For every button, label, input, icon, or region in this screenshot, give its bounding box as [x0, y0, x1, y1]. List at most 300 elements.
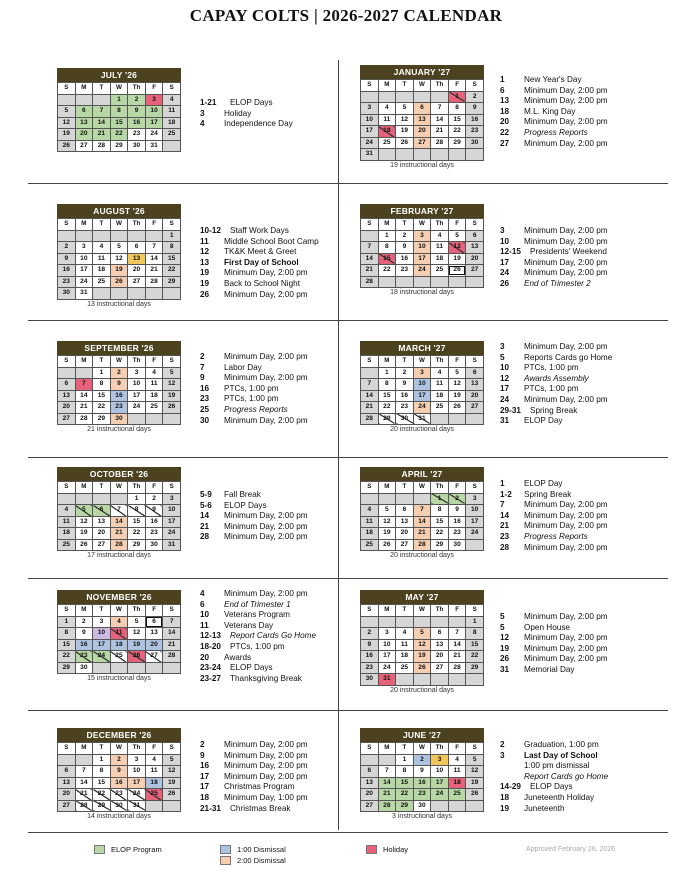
day-cell: 27	[396, 539, 414, 551]
row-divider	[28, 710, 668, 711]
event-text: Minimum Day, 2:00 pm	[524, 643, 608, 653]
day-cell: 27	[431, 662, 449, 674]
day-cell: 18	[431, 253, 449, 265]
day-cell: 12	[75, 516, 93, 528]
empty-cell	[396, 91, 414, 103]
day-cell: 28	[361, 276, 379, 288]
day-cell: 26	[110, 276, 128, 288]
day-cell: 19	[128, 639, 146, 651]
empty-cell	[361, 493, 379, 505]
empty-cell	[378, 493, 396, 505]
day-cell: 15	[93, 390, 111, 402]
event-text: M.L. King Day	[524, 106, 576, 116]
day-cell: 10	[128, 379, 146, 391]
event-item	[500, 772, 608, 783]
event-text: End of Trimester 2	[524, 278, 591, 288]
empty-cell	[396, 149, 414, 161]
event-list	[500, 226, 608, 290]
day-cell: 22	[431, 528, 449, 540]
weekday-label: W	[110, 83, 128, 95]
day-cell: 10	[145, 106, 163, 118]
day-cell: 3	[145, 94, 163, 106]
empty-cell	[145, 662, 163, 674]
day-cell: 19	[163, 390, 181, 402]
day-cell: 18	[431, 390, 449, 402]
month-grid	[360, 481, 484, 551]
instructional-days: 18 instructional days	[390, 289, 454, 296]
day-cell: 29	[128, 539, 146, 551]
day-cell: 27	[93, 539, 111, 551]
day-cell: 17	[466, 516, 484, 528]
day-cell: 25	[431, 265, 449, 277]
month-header: NOVEMBER '26	[57, 590, 181, 604]
day-cell: 31	[145, 140, 163, 152]
event-date: 31	[500, 664, 510, 674]
day-cell: 3	[128, 754, 146, 766]
day-cell: 20	[431, 651, 449, 663]
event-item	[500, 96, 608, 107]
day-cell: 14	[431, 114, 449, 126]
empty-cell	[93, 662, 111, 674]
month-calendar	[57, 204, 181, 308]
day-cell: 7	[110, 505, 128, 517]
event-date: 23	[200, 394, 210, 404]
day-cell: 13	[413, 114, 431, 126]
day-cell: 9	[448, 505, 466, 517]
day-cell: 21	[361, 265, 379, 277]
event-item	[200, 258, 319, 269]
event-item	[500, 521, 608, 532]
day-cell: 4	[396, 628, 414, 640]
day-cell: 8	[466, 628, 484, 640]
event-text: Fall Break	[224, 490, 261, 499]
event-text: Minimum Day, 2:00 pm	[524, 236, 608, 246]
weekday-label: W	[413, 743, 431, 755]
empty-cell	[466, 800, 484, 812]
weekday-label: M	[378, 356, 396, 368]
empty-cell	[361, 367, 379, 379]
weekday-label: F	[448, 219, 466, 231]
event-date: 19	[200, 278, 210, 288]
weekday-label: M	[75, 356, 93, 368]
event-text: PTCs, 1:00 pm	[230, 641, 285, 651]
day-cell: 15	[58, 639, 76, 651]
event-date: 17	[200, 771, 210, 781]
event-text: Spring Break	[530, 405, 578, 415]
event-date: 28	[500, 542, 510, 552]
day-cell: 15	[396, 777, 414, 789]
event-list	[200, 226, 319, 300]
event-text: Graduation, 1:00 pm	[524, 740, 599, 749]
day-cell: 28	[413, 539, 431, 551]
empty-cell	[448, 149, 466, 161]
day-cell: 24	[413, 265, 431, 277]
day-cell: 17	[163, 516, 181, 528]
day-cell: 1	[378, 367, 396, 379]
event-date: 25	[200, 404, 210, 414]
event-date: 31	[500, 416, 510, 426]
empty-cell	[58, 754, 76, 766]
day-cell: 24	[93, 651, 111, 663]
day-cell: 18	[145, 390, 163, 402]
day-cell: 17	[431, 777, 449, 789]
day-cell: 6	[93, 505, 111, 517]
event-item	[500, 782, 608, 793]
day-cell: 14	[361, 253, 379, 265]
day-cell: 7	[448, 628, 466, 640]
day-cell: 6	[145, 616, 163, 628]
day-cell: 7	[361, 379, 379, 391]
day-cell: 18	[448, 777, 466, 789]
event-item	[200, 751, 308, 762]
day-cell: 2	[145, 493, 163, 505]
day-cell: 27	[145, 651, 163, 663]
weekday-label: M	[75, 83, 93, 95]
weekday-label: Th	[431, 743, 449, 755]
day-cell: 5	[466, 754, 484, 766]
event-date: 12-15	[500, 247, 521, 257]
weekday-label: M	[75, 482, 93, 494]
day-cell: 9	[396, 242, 414, 254]
event-date: 26	[500, 278, 510, 288]
day-cell: 8	[448, 103, 466, 115]
legend-d1-label: 1:00 Dismissal	[237, 845, 286, 854]
day-cell: 11	[110, 628, 128, 640]
day-cell: 3	[163, 493, 181, 505]
day-cell: 26	[448, 265, 466, 277]
day-cell: 13	[93, 516, 111, 528]
month-grid	[360, 355, 484, 425]
weekday-label: T	[93, 219, 111, 231]
day-cell: 22	[378, 402, 396, 414]
empty-cell	[145, 800, 163, 812]
event-date: 5-9	[200, 490, 212, 499]
event-date: 19	[500, 643, 510, 653]
event-text: Minimum Day, 2:00 pm	[224, 289, 308, 299]
event-text: Staff Work Days	[230, 226, 289, 235]
day-cell: 21	[75, 789, 93, 801]
month-header: MAY '27	[360, 590, 484, 604]
empty-cell	[145, 230, 163, 242]
instructional-days: 3 instructional days	[392, 813, 452, 820]
day-cell: 1	[448, 91, 466, 103]
empty-cell	[93, 94, 111, 106]
event-text: Minimum Day, 2:00 pm	[524, 542, 608, 552]
day-cell: 12	[110, 253, 128, 265]
event-text: ELOP Days	[224, 500, 267, 510]
event-item	[500, 353, 612, 364]
day-cell: 18	[58, 528, 76, 540]
day-cell: 9	[361, 639, 379, 651]
event-text: New Year's Day	[524, 75, 582, 84]
weekday-label: M	[75, 605, 93, 617]
empty-cell	[58, 367, 76, 379]
event-date: 14-29	[500, 782, 521, 792]
event-text: Spring Break	[524, 489, 572, 499]
day-cell: 17	[128, 390, 146, 402]
empty-cell	[110, 288, 128, 300]
day-cell: 8	[93, 766, 111, 778]
event-date: 13	[500, 96, 510, 106]
day-cell: 28	[361, 413, 379, 425]
month-calendar	[57, 467, 181, 559]
day-cell: 5	[58, 106, 76, 118]
day-cell: 15	[163, 253, 181, 265]
event-item	[500, 86, 608, 97]
month-header: OCTOBER '26	[57, 467, 181, 481]
empty-cell	[361, 91, 379, 103]
day-cell: 30	[448, 539, 466, 551]
event-list	[500, 342, 612, 427]
day-cell: 1	[93, 367, 111, 379]
event-text: Minimum Day, 2:00 pm	[524, 138, 608, 148]
day-cell: 16	[75, 639, 93, 651]
day-cell: 13	[361, 777, 379, 789]
day-cell: 23	[413, 789, 431, 801]
empty-cell	[110, 662, 128, 674]
day-cell: 16	[58, 265, 76, 277]
day-cell: 3	[413, 230, 431, 242]
day-cell: 7	[413, 505, 431, 517]
day-cell: 1	[431, 493, 449, 505]
day-cell: 16	[128, 117, 146, 129]
month-calendar	[57, 68, 181, 153]
empty-cell	[93, 493, 111, 505]
event-item	[200, 416, 308, 427]
event-text: TK&K Meet & Greet	[224, 247, 297, 257]
event-date: 12	[200, 247, 210, 257]
day-cell: 10	[163, 505, 181, 517]
empty-cell	[128, 662, 146, 674]
day-cell: 4	[378, 103, 396, 115]
empty-cell	[361, 230, 379, 242]
empty-cell	[163, 140, 181, 152]
event-text: Minimum Day, 2:00 pm	[224, 352, 308, 361]
event-date: 18-20	[200, 641, 221, 651]
weekday-label: W	[110, 743, 128, 755]
day-cell: 30	[466, 137, 484, 149]
month-calendar	[57, 341, 181, 433]
event-date: 1	[500, 75, 505, 84]
day-cell: 3	[466, 493, 484, 505]
event-date: 23-27	[200, 673, 221, 683]
day-cell: 4	[448, 754, 466, 766]
event-item	[500, 384, 612, 395]
event-list	[200, 352, 308, 426]
empty-cell	[413, 616, 431, 628]
event-text: Juneteenth	[524, 803, 565, 813]
event-date: 24	[500, 394, 510, 404]
event-item	[200, 290, 319, 301]
month-grid	[57, 604, 181, 674]
event-date: 14	[200, 511, 210, 521]
legend-d2-label: 2:00 Dismissal	[237, 856, 286, 865]
event-text: Progress Reports	[524, 127, 588, 137]
day-cell: 14	[163, 628, 181, 640]
weekday-label: S	[466, 743, 484, 755]
event-text: First Day of School	[224, 257, 299, 267]
day-cell: 8	[396, 766, 414, 778]
event-text: Minimum Day, 2:00 pm	[524, 394, 608, 404]
event-item	[500, 532, 608, 543]
event-item	[200, 610, 316, 621]
empty-cell	[378, 276, 396, 288]
weekday-label: S	[361, 80, 379, 92]
day-cell: 24	[75, 276, 93, 288]
empty-cell	[466, 149, 484, 161]
event-item	[500, 247, 608, 258]
weekday-label: Th	[431, 356, 449, 368]
day-cell: 21	[431, 126, 449, 138]
day-cell: 16	[396, 390, 414, 402]
event-date: 12-13	[200, 631, 221, 641]
event-text: Progress Reports	[224, 404, 288, 414]
day-cell: 30	[75, 662, 93, 674]
event-item	[200, 804, 308, 815]
day-cell: 4	[110, 616, 128, 628]
day-cell: 25	[145, 789, 163, 801]
event-date: 3	[500, 342, 505, 351]
empty-cell	[448, 674, 466, 686]
day-cell: 11	[58, 516, 76, 528]
weekday-label: Th	[128, 356, 146, 368]
day-cell: 16	[361, 651, 379, 663]
weekday-label: S	[163, 356, 181, 368]
event-text: Minimum Day, 2:00 pm	[224, 761, 308, 771]
day-cell: 3	[361, 103, 379, 115]
day-cell: 4	[93, 242, 111, 254]
event-date: 5	[500, 622, 505, 632]
event-list	[200, 490, 308, 543]
empty-cell	[396, 493, 414, 505]
weekday-label: W	[413, 80, 431, 92]
day-cell: 9	[110, 766, 128, 778]
event-text: Progress Reports	[524, 531, 588, 541]
event-date: 16	[200, 761, 210, 771]
day-cell: 28	[448, 662, 466, 674]
event-item	[200, 674, 316, 685]
empty-cell	[361, 754, 379, 766]
day-cell: 28	[75, 800, 93, 812]
event-date: 23	[500, 531, 510, 541]
weekday-label: S	[466, 356, 484, 368]
event-item	[200, 793, 308, 804]
two-pm-swatch	[220, 856, 231, 865]
day-cell: 20	[413, 126, 431, 138]
event-date: 19	[200, 268, 210, 278]
day-cell: 7	[378, 766, 396, 778]
day-cell: 10	[413, 242, 431, 254]
event-text: Veterans Program	[224, 610, 290, 620]
event-text: Middle School Boot Camp	[224, 236, 319, 246]
day-cell: 28	[110, 539, 128, 551]
day-cell: 8	[378, 379, 396, 391]
event-date: 14	[500, 510, 510, 520]
empty-cell	[378, 91, 396, 103]
event-text: Minimum Day, 2:00 pm	[524, 654, 608, 664]
day-cell: 1	[128, 493, 146, 505]
event-item	[200, 247, 319, 258]
event-date: 20	[200, 652, 210, 662]
event-text: Awards Assembly	[524, 373, 589, 383]
weekday-label: W	[110, 356, 128, 368]
weekday-label: F	[448, 80, 466, 92]
empty-cell	[378, 149, 396, 161]
day-cell: 6	[58, 766, 76, 778]
day-cell: 1	[396, 754, 414, 766]
event-date: 12	[500, 633, 510, 643]
event-date: 10	[500, 236, 510, 246]
weekday-label: T	[396, 80, 414, 92]
weekday-label: Th	[431, 219, 449, 231]
day-cell: 8	[93, 379, 111, 391]
day-cell: 23	[466, 126, 484, 138]
day-cell: 24	[145, 129, 163, 141]
day-cell: 27	[413, 137, 431, 149]
weekday-label: W	[110, 605, 128, 617]
month-calendar	[360, 590, 484, 694]
event-text: Minimum Day, 2:00 pm	[524, 521, 608, 531]
day-cell: 8	[378, 242, 396, 254]
event-date: 18	[500, 106, 510, 116]
event-item	[200, 501, 308, 512]
event-item	[500, 75, 608, 86]
day-cell: 23	[361, 662, 379, 674]
month-header: APRIL '27	[360, 467, 484, 481]
day-cell: 23	[145, 528, 163, 540]
day-cell: 11	[431, 242, 449, 254]
day-cell: 12	[58, 117, 76, 129]
event-date: 11	[200, 620, 209, 630]
day-cell: 2	[75, 616, 93, 628]
event-item	[200, 782, 308, 793]
day-cell: 29	[448, 137, 466, 149]
day-cell: 22	[448, 126, 466, 138]
month-grid	[360, 742, 484, 812]
event-text: Minimum Day, 2:00 pm	[524, 85, 608, 95]
weekday-label: W	[413, 219, 431, 231]
day-cell: 15	[110, 117, 128, 129]
day-cell: 15	[93, 777, 111, 789]
day-cell: 23	[396, 265, 414, 277]
holiday-swatch	[366, 845, 377, 854]
empty-cell	[431, 91, 449, 103]
legend-hol-label: Holiday	[383, 845, 409, 854]
empty-cell	[378, 754, 396, 766]
weekday-label: W	[413, 356, 431, 368]
weekday-label: T	[396, 356, 414, 368]
day-cell: 3	[75, 242, 93, 254]
day-cell: 24	[128, 789, 146, 801]
event-item	[500, 633, 608, 644]
event-date: 17	[500, 257, 510, 267]
day-cell: 28	[378, 800, 396, 812]
day-cell: 14	[93, 117, 111, 129]
event-date: 3	[500, 226, 505, 235]
empty-cell	[93, 288, 111, 300]
day-cell: 19	[58, 129, 76, 141]
event-item	[200, 522, 308, 533]
event-item	[200, 653, 316, 664]
day-cell: 18	[396, 651, 414, 663]
day-cell: 18	[145, 777, 163, 789]
weekday-label: T	[396, 482, 414, 494]
event-date: 28	[200, 532, 210, 542]
weekday-label: Th	[431, 482, 449, 494]
event-text: ELOP Days	[230, 98, 273, 107]
day-cell: 14	[413, 516, 431, 528]
day-cell: 26	[466, 789, 484, 801]
